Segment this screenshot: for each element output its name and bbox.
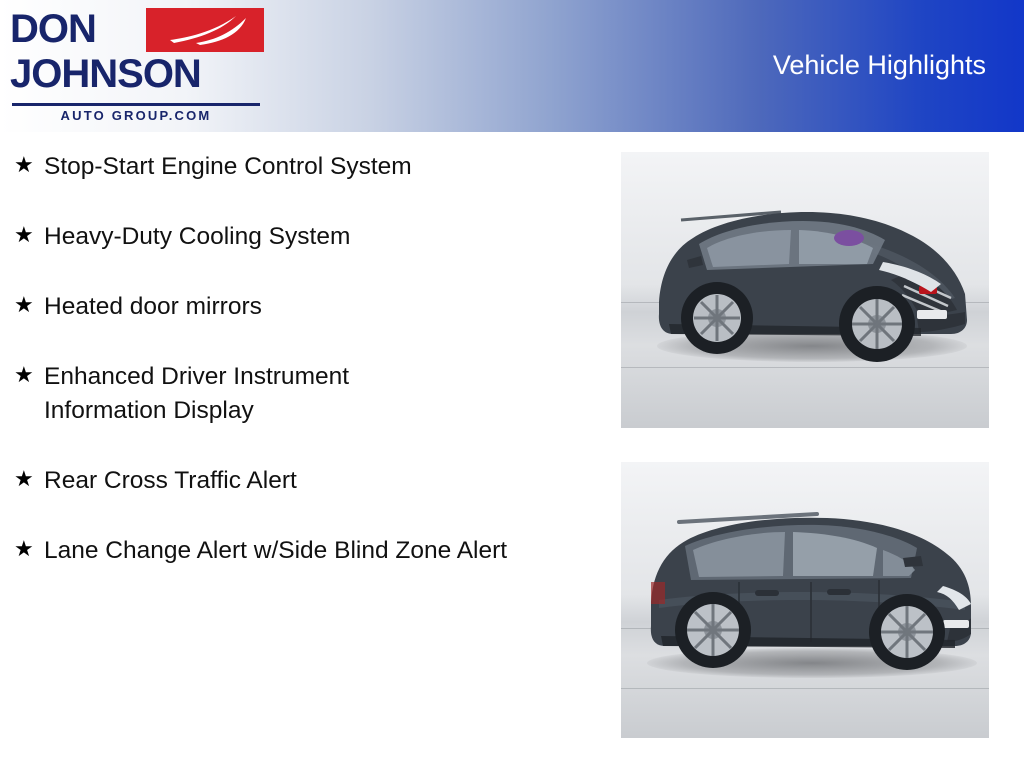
feature-label: Stop-Start Engine Control System bbox=[44, 153, 412, 180]
logo-text-autogroup: AUTO GROUP.COM bbox=[12, 103, 260, 123]
list-item bbox=[0, 464, 600, 498]
vehicle-illustration bbox=[621, 462, 989, 738]
star-icon: ★ bbox=[14, 152, 34, 177]
star-icon: ★ bbox=[14, 466, 34, 491]
feature-label: Enhanced Driver Instrument Information Display bbox=[44, 363, 350, 424]
star-icon: ★ bbox=[14, 362, 34, 387]
logo-text-johnson: JOHNSON bbox=[10, 52, 201, 96]
list-item bbox=[0, 534, 600, 568]
dealer-logo bbox=[10, 6, 265, 130]
list-item bbox=[0, 290, 600, 324]
page-header bbox=[0, 0, 1024, 132]
feature-label: Heated door mirrors bbox=[44, 293, 262, 320]
list-item bbox=[0, 220, 600, 254]
feature-label: Lane Change Alert w/Side Blind Zone Alert bbox=[44, 537, 508, 564]
feature-label: Heavy-Duty Cooling System bbox=[44, 223, 351, 250]
vehicle-highlights-list bbox=[0, 150, 600, 604]
vehicle-photo-front-three-quarter bbox=[621, 152, 989, 428]
vehicle-illustration bbox=[621, 152, 989, 428]
feature-label: Rear Cross Traffic Alert bbox=[44, 467, 297, 494]
logo-text-don: DON bbox=[10, 7, 96, 51]
page-title: Vehicle Highlights bbox=[772, 50, 986, 80]
list-item bbox=[0, 150, 600, 184]
star-icon: ★ bbox=[14, 222, 34, 247]
list-item bbox=[0, 360, 600, 428]
vehicle-photo-side-profile bbox=[621, 462, 989, 738]
star-icon: ★ bbox=[14, 292, 34, 317]
logo-swoosh-icon bbox=[166, 12, 252, 46]
star-icon: ★ bbox=[14, 536, 34, 561]
